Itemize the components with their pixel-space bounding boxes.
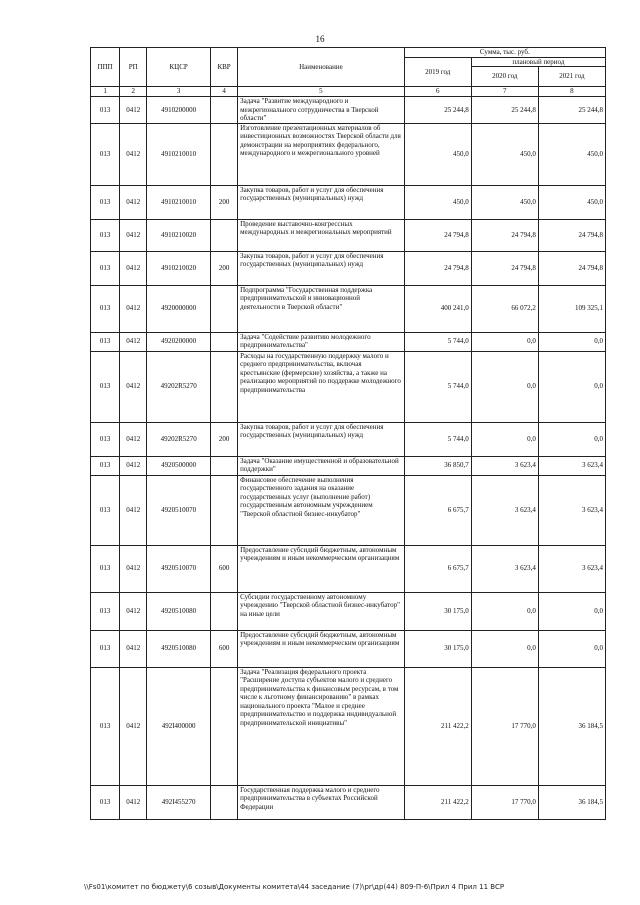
col-header-2020: 2020 год [471, 67, 538, 87]
name-cell: Предоставление субсидий бюджетным, автономным учреждениям и иным некоммерческим организациям [238, 545, 405, 592]
rp-cell: 0412 [120, 97, 147, 124]
kvr-cell [211, 351, 238, 422]
kcsr-cell: 492I455270 [147, 785, 211, 819]
rp-cell: 0412 [120, 332, 147, 351]
amount-2019-cell: 5 744,0 [404, 332, 471, 351]
kvr-cell [211, 123, 238, 185]
amount-2020-cell: 450,0 [471, 185, 538, 219]
name-cell: Закупка товаров, работ и услуг для обеспечения государственных (муниципальных) нужд [238, 185, 405, 219]
kcsr-cell: 4910210010 [147, 123, 211, 185]
amount-2019-cell: 6 675,7 [404, 475, 471, 545]
table-row [91, 785, 606, 819]
amount-2021-cell: 3 623,4 [538, 456, 605, 475]
column-index-cell: 5 [238, 87, 405, 97]
col-header-rp: РП [120, 48, 147, 87]
amount-2020-cell: 0,0 [471, 592, 538, 630]
name-cell: Финансовое обеспечение выполнения государственного задания на оказание государственных услуг (выполнение работ) государственным автономным учреждением "Тверской областной бизнес-инкубатор" [238, 475, 405, 545]
ppp-cell: 013 [91, 630, 120, 667]
kvr-cell [211, 332, 238, 351]
amount-2019-cell: 30 175,0 [404, 630, 471, 667]
kvr-cell [211, 456, 238, 475]
name-cell: Государственная поддержка малого и среднего предпринимательства в субъектах Российской Федерации [238, 785, 405, 819]
column-index-row [91, 87, 606, 97]
name-cell: Подпрограмма "Государственная поддержка предпринимательской и инновационной деятельности в Тверской области" [238, 285, 405, 332]
table-row [91, 422, 606, 456]
amount-2020-cell: 0,0 [471, 630, 538, 667]
amount-2019-cell: 450,0 [404, 123, 471, 185]
amount-2019-cell: 5 744,0 [404, 422, 471, 456]
amount-2021-cell: 0,0 [538, 351, 605, 422]
budget-table [90, 47, 606, 820]
rp-cell: 0412 [120, 422, 147, 456]
kvr-cell [211, 475, 238, 545]
amount-2019-cell: 211 422,2 [404, 667, 471, 785]
rp-cell: 0412 [120, 123, 147, 185]
amount-2020-cell: 25 244,8 [471, 97, 538, 124]
amount-2021-cell: 450,0 [538, 185, 605, 219]
ppp-cell: 013 [91, 545, 120, 592]
kvr-cell: 200 [211, 185, 238, 219]
column-index-cell: 2 [120, 87, 147, 97]
name-cell: Задача "Содействие развитию молодежного предпринимательства" [238, 332, 405, 351]
kvr-cell [211, 592, 238, 630]
name-cell: Задача "Развитие международного и межрегионального сотрудничества в Тверской области" [238, 97, 405, 124]
kcsr-cell: 4920510080 [147, 630, 211, 667]
name-cell: Закупка товаров, работ и услуг для обеспечения государственных (муниципальных) нужд [238, 422, 405, 456]
kcsr-cell: 4920500000 [147, 456, 211, 475]
amount-2021-cell: 0,0 [538, 592, 605, 630]
amount-2020-cell: 3 623,4 [471, 475, 538, 545]
rp-cell: 0412 [120, 456, 147, 475]
rp-cell: 0412 [120, 545, 147, 592]
amount-2021-cell: 0,0 [538, 422, 605, 456]
ppp-cell: 013 [91, 667, 120, 785]
column-index-cell: 6 [404, 87, 471, 97]
rp-cell: 0412 [120, 185, 147, 219]
kcsr-cell: 4920510070 [147, 545, 211, 592]
amount-2019-cell: 25 244,8 [404, 97, 471, 124]
page-number: 16 [315, 34, 325, 44]
amount-2020-cell: 17 770,0 [471, 667, 538, 785]
kvr-cell: 200 [211, 251, 238, 285]
kvr-cell [211, 785, 238, 819]
col-header-kvr: КВР [211, 48, 238, 87]
amount-2019-cell: 400 241,0 [404, 285, 471, 332]
ppp-cell: 013 [91, 332, 120, 351]
rp-cell: 0412 [120, 219, 147, 251]
amount-2019-cell: 6 675,7 [404, 545, 471, 592]
amount-2020-cell: 450,0 [471, 123, 538, 185]
amount-2021-cell: 450,0 [538, 123, 605, 185]
column-index-cell: 7 [471, 87, 538, 97]
col-header-ppp: ППП [91, 48, 120, 87]
table-row [91, 630, 606, 667]
name-cell: Задача "Реализация федерального проекта "Расширение доступа субъектов малого и среднего предпринимательства к финансовым ресурсам, в том числе к льготному финансированию" в рамках национального проекта "Малое и среднее предпринимательство и поддержка индивидуальной предпринимательской инициативы" [238, 667, 405, 785]
name-cell: Закупка товаров, работ и услуг для обеспечения государственных (муниципальных) нужд [238, 251, 405, 285]
amount-2020-cell: 3 623,4 [471, 456, 538, 475]
table-row [91, 545, 606, 592]
ppp-cell: 013 [91, 592, 120, 630]
amount-2020-cell: 0,0 [471, 332, 538, 351]
kvr-cell [211, 97, 238, 124]
table-row [91, 456, 606, 475]
amount-2020-cell: 0,0 [471, 422, 538, 456]
amount-2019-cell: 24 794,8 [404, 251, 471, 285]
kcsr-cell: 4910210020 [147, 251, 211, 285]
kvr-cell [211, 219, 238, 251]
name-cell: Изготовление презентационных материалов об инвестиционных возможностях Тверской области для демонстрации на мероприятиях федерального, международного и межрегионального уровней [238, 123, 405, 185]
ppp-cell: 013 [91, 422, 120, 456]
ppp-cell: 013 [91, 351, 120, 422]
ppp-cell: 013 [91, 219, 120, 251]
amount-2021-cell: 0,0 [538, 332, 605, 351]
kcsr-cell: 492I400000 [147, 667, 211, 785]
col-header-sum: Сумма, тыс. руб. [404, 48, 605, 58]
amount-2020-cell: 24 794,8 [471, 219, 538, 251]
column-index-cell: 1 [91, 87, 120, 97]
table-row [91, 251, 606, 285]
amount-2019-cell: 5 744,0 [404, 351, 471, 422]
amount-2020-cell: 0,0 [471, 351, 538, 422]
amount-2019-cell: 211 422,2 [404, 785, 471, 819]
kcsr-cell: 4910210010 [147, 185, 211, 219]
column-index-cell: 3 [147, 87, 211, 97]
name-cell: Задача "Оказание имущественной и образовательной поддержки" [238, 456, 405, 475]
table-row [91, 351, 606, 422]
rp-cell: 0412 [120, 475, 147, 545]
kcsr-cell: 4920510080 [147, 592, 211, 630]
kvr-cell: 600 [211, 545, 238, 592]
amount-2021-cell: 3 623,4 [538, 545, 605, 592]
table-row [91, 97, 606, 124]
table-row [91, 592, 606, 630]
table-row [91, 332, 606, 351]
kcsr-cell: 49202R5270 [147, 422, 211, 456]
column-index-cell: 8 [538, 87, 605, 97]
col-header-name: Наименование [238, 48, 405, 87]
rp-cell: 0412 [120, 285, 147, 332]
ppp-cell: 013 [91, 785, 120, 819]
amount-2021-cell: 24 794,8 [538, 251, 605, 285]
ppp-cell: 013 [91, 456, 120, 475]
amount-2021-cell: 109 325,1 [538, 285, 605, 332]
amount-2020-cell: 66 072,2 [471, 285, 538, 332]
rp-cell: 0412 [120, 630, 147, 667]
footer-file-path: \\Fs01\комитет по бюджету\6 созыв\Документы комитета\44 заседание (7)\pr\др(44) 809-П-6\Прил 4 Прил 11 ВСР [84, 883, 505, 891]
kvr-cell [211, 285, 238, 332]
ppp-cell: 013 [91, 251, 120, 285]
amount-2021-cell: 24 794,8 [538, 219, 605, 251]
kcsr-cell: 4920200000 [147, 332, 211, 351]
col-header-kcsr: КЦСР [147, 48, 211, 87]
name-cell: Предоставление субсидий бюджетным, автономным учреждениям и иным некоммерческим организациям [238, 630, 405, 667]
rp-cell: 0412 [120, 785, 147, 819]
amount-2021-cell: 36 184,5 [538, 785, 605, 819]
table-row [91, 185, 606, 219]
rp-cell: 0412 [120, 592, 147, 630]
ppp-cell: 013 [91, 285, 120, 332]
rp-cell: 0412 [120, 667, 147, 785]
rp-cell: 0412 [120, 351, 147, 422]
amount-2019-cell: 24 794,8 [404, 219, 471, 251]
kvr-cell: 200 [211, 422, 238, 456]
column-index-cell: 4 [211, 87, 238, 97]
table-row [91, 123, 606, 185]
col-header-2021: 2021 год [538, 67, 605, 87]
amount-2021-cell: 0,0 [538, 630, 605, 667]
kcsr-cell: 49202R5270 [147, 351, 211, 422]
amount-2019-cell: 36 850,7 [404, 456, 471, 475]
table-row [91, 219, 606, 251]
kcsr-cell: 4910200000 [147, 97, 211, 124]
name-cell: Субсидии государственному автономному учреждению "Тверской областной бизнес-инкубатор" на иные цели [238, 592, 405, 630]
rp-cell: 0412 [120, 251, 147, 285]
table-row [91, 475, 606, 545]
ppp-cell: 013 [91, 97, 120, 124]
amount-2019-cell: 30 175,0 [404, 592, 471, 630]
amount-2020-cell: 17 770,0 [471, 785, 538, 819]
amount-2020-cell: 24 794,8 [471, 251, 538, 285]
amount-2020-cell: 3 623,4 [471, 545, 538, 592]
name-cell: Проведение выставочно-конгрессных международных и межрегиональных мероприятий [238, 219, 405, 251]
table-row [91, 285, 606, 332]
table-row [91, 667, 606, 785]
ppp-cell: 013 [91, 475, 120, 545]
col-header-2019: 2019 год [404, 57, 471, 87]
name-cell: Расходы на государственную поддержку малого и среднего предпринимательства, включая крестьянские (фермерские) хозяйства, а также на реализацию мероприятий по поддержке молодежного предпринимательства [238, 351, 405, 422]
amount-2021-cell: 3 623,4 [538, 475, 605, 545]
kcsr-cell: 4920000000 [147, 285, 211, 332]
kcsr-cell: 4920510070 [147, 475, 211, 545]
amount-2021-cell: 25 244,8 [538, 97, 605, 124]
kcsr-cell: 4910210020 [147, 219, 211, 251]
ppp-cell: 013 [91, 123, 120, 185]
amount-2019-cell: 450,0 [404, 185, 471, 219]
kvr-cell: 600 [211, 630, 238, 667]
kvr-cell [211, 667, 238, 785]
amount-2021-cell: 36 184,5 [538, 667, 605, 785]
col-header-planned-period: плановый период [471, 57, 605, 67]
ppp-cell: 013 [91, 185, 120, 219]
